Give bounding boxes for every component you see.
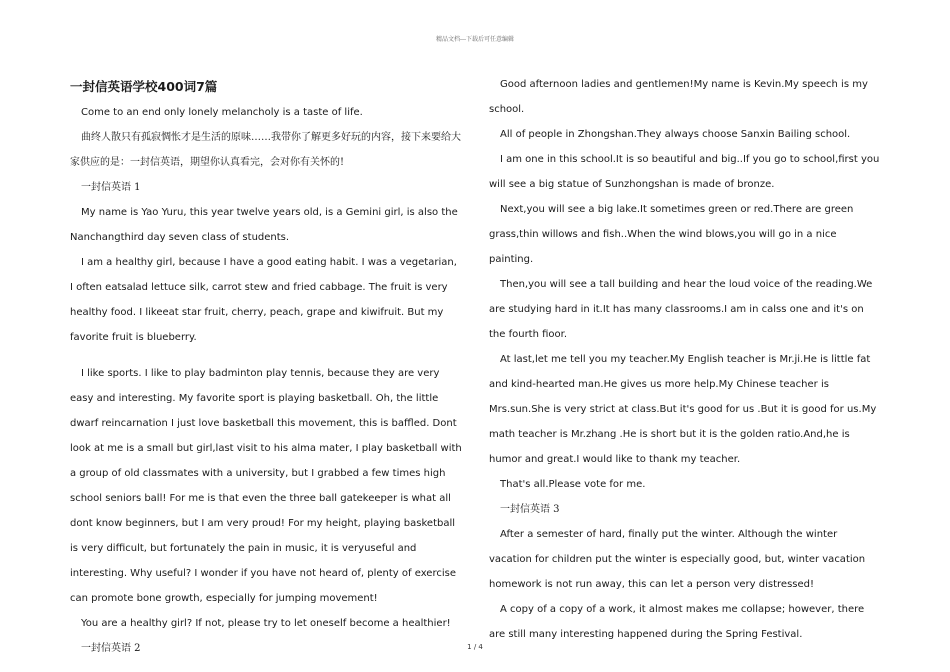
paragraph: You are a healthy girl? If not, please try to let oneself become a healthier! [81, 618, 451, 629]
paragraph: 曲终人散只有孤寂惆怅才是生活的原味……我带你了解更多好玩的内容，接下来要给大家供应的是：一封信英语，期望你认真看完，会对你有关怀的! [70, 132, 461, 168]
right-column [489, 72, 882, 647]
page-number: 1 / 4 [467, 643, 483, 651]
paragraph: Then,you will see a tall building and hear the loud voice of the reading.We are studying hard in it.It has many classrooms.I am in calss one and it's on the fourth fioor. [489, 279, 873, 340]
paragraph: All of people in Zhongshan.They always choose Sanxin Bailing school. [500, 129, 851, 140]
paragraph: Come to an end only lonely melancholy is a taste of life. [81, 107, 363, 118]
paragraph: A copy of a copy of a work, it almost makes me collapse; however, there are still many interesting happened during the Spring Festival. [489, 604, 865, 640]
left-paragraphs [70, 100, 462, 661]
section-heading: 一封信英语 1 [81, 182, 141, 193]
paragraph: My name is Yao Yuru, this year twelve years old, is a Gemini girl, is also the Nanchangthird day seven class of students. [70, 207, 458, 243]
paragraph: Good afternoon ladies and gentlemen!My name is Kevin.My speech is my school. [489, 79, 868, 115]
paragraph: I like sports. I like to play badminton play tennis, because they are very easy and interesting. My favorite sport is playing basketball. Oh, the little dwarf reincarnation I just love basketball this movement, this is baffled. Dont look at me is a small but girl,last visit to his alma mater, I play basketball with a group of old classmates with a university, but I grabbed a few times high school seniors ball! For me is that even the three ball gatekeeper is what all dont know beginners, but I am very proud! For my height, playing basketball is very difficult, but fortunately the pain in music, it is veryuseful and interesting. Why useful? I wonder if you have not heard of, plenty of exercise can promote bone growth, especially for jumping movement! [70, 368, 462, 604]
left-column [70, 76, 462, 661]
section-heading: 一封信英语 2 [81, 643, 141, 654]
document-title: 一封信英语学校400词7篇 [70, 79, 218, 94]
paragraph: I am a healthy girl, because I have a good eating habit. I was a vegetarian, I often eatsalad lettuce silk, carrot stew and fried cabbage. The fruit is very healthy food. I likeeat star fruit, cherry, peach, grape and kiwifruit. But my favorite fruit is blueberry. [70, 257, 457, 343]
paragraph: At last,let me tell you my teacher.My English teacher is Mr.ji.He is little fat and kind-hearted man.He gives us more help.My Chinese teacher is Mrs.sun.She is very strict at class.But it's good for us .But it is good for us.My math teacher is Mr.zhang .He is short but it is the golden ratio.And,he is humor and great.I would like to thank my teacher. [489, 354, 877, 465]
section-heading: 一封信英语 3 [500, 504, 560, 515]
paragraph: That's all.Please vote for me. [500, 479, 646, 490]
page-header: 精品文档---下载后可任意编辑 [435, 36, 515, 43]
paragraph: I am one in this school.It is so beautiful and big..If you go to school,first you will see a big statue of Sunzhongshan is made of bronze. [489, 154, 880, 190]
paragraph: Next,you will see a big lake.It sometimes green or red.There are green grass,thin willows and fish..When the wind blows,you will go in a nice painting. [489, 204, 854, 265]
right-paragraphs [489, 72, 882, 647]
paragraph: After a semester of hard, finally put the winter. Although the winter vacation for children put the winter is especially good, but, winter vacation homework is not run away, this can let a person very distressed! [489, 529, 866, 590]
paragraph-gap [70, 350, 462, 361]
